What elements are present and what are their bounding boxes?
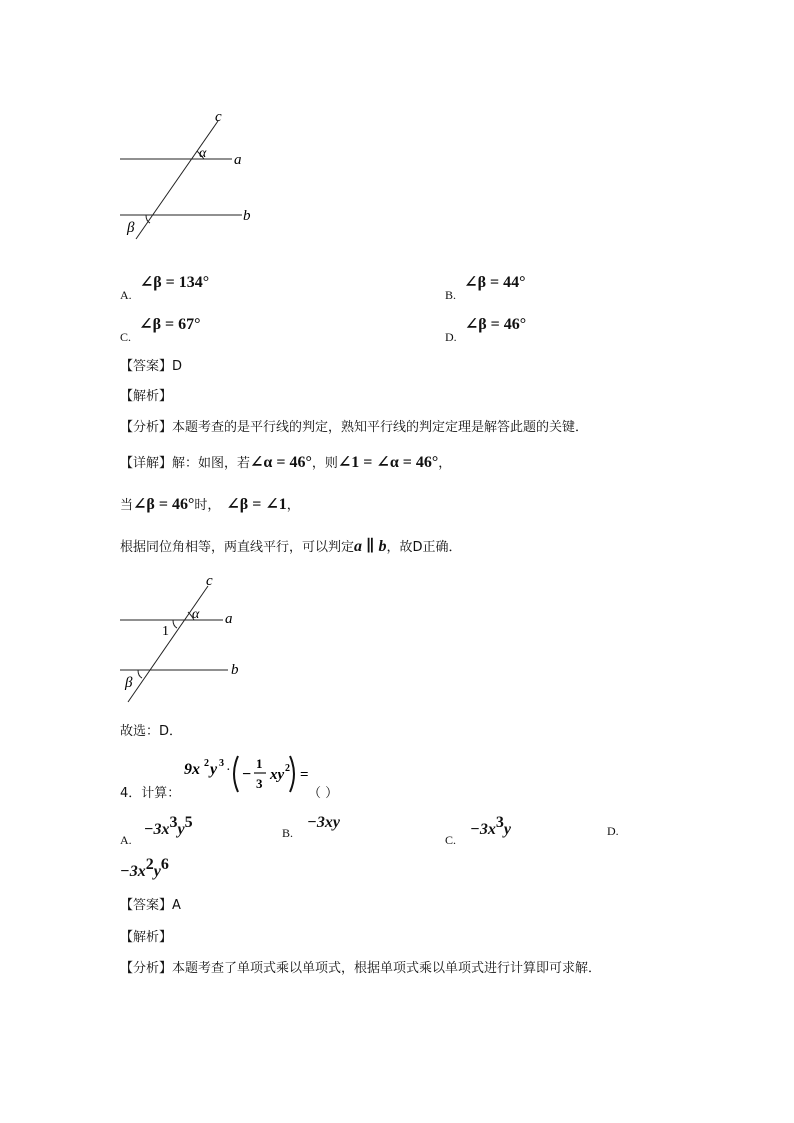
svg-text:=: = <box>300 767 309 783</box>
when-mid: 时， <box>194 498 221 513</box>
label-alpha: α <box>192 607 200 622</box>
q3-option-d[interactable] <box>445 314 527 344</box>
option-var: y <box>153 863 161 880</box>
svg-text:·: · <box>226 763 231 778</box>
q4-option-b[interactable] <box>282 814 340 840</box>
option-expr: −3xy <box>307 814 340 831</box>
label-a: a <box>234 152 242 168</box>
option-coef: −3x <box>120 863 146 880</box>
svg-text:9x: 9x <box>184 761 200 778</box>
q3-detail-line <box>120 452 451 472</box>
option-var: y <box>503 821 511 838</box>
q3-option-a[interactable] <box>120 272 210 302</box>
option-letter: A. <box>120 833 132 847</box>
option-exp-2: 6 <box>160 856 169 873</box>
svg-text:xy: xy <box>270 767 285 783</box>
q4-analysis: 【分析】本题考查了单项式乘以单项式，根据单项式乘以单项式进行计算即可求解． <box>120 961 602 976</box>
svg-text:−: − <box>242 766 252 783</box>
option-coef: −3x <box>470 821 496 838</box>
q3-option-b[interactable] <box>445 272 526 302</box>
q4-jiexi-heading: 【解析】 <box>120 930 173 945</box>
q4-option-d[interactable] <box>120 856 169 881</box>
option-letter: D. <box>445 330 457 344</box>
when-expr-2: ∠β = ∠1 <box>226 496 287 513</box>
q4-answer-paren: （ ） <box>308 786 339 801</box>
q4-option-a[interactable] <box>120 814 193 847</box>
conclude-expr: a ∥ b <box>354 538 387 555</box>
svg-text:2: 2 <box>285 763 290 774</box>
option-exp-1: 3 <box>169 814 178 831</box>
conclude-end: ，故D正确． <box>386 540 462 555</box>
angle-1-arc <box>173 620 177 628</box>
label-one: 1 <box>162 624 169 639</box>
option-expr: ∠β = 134° <box>139 274 210 291</box>
svg-text:1: 1 <box>256 756 263 771</box>
when-expr-1: ∠β = 46° <box>133 496 195 513</box>
option-exp-1: 2 <box>145 856 154 873</box>
label-c: c <box>206 573 213 589</box>
q3-jiexi-heading: 【解析】 <box>120 389 173 404</box>
option-expr: ∠β = 67° <box>139 316 201 333</box>
label-b: b <box>243 208 251 224</box>
q3-when-line <box>120 494 300 514</box>
label-beta: β <box>127 220 135 236</box>
option-expr: ∠β = 44° <box>464 274 526 291</box>
option-letter: C. <box>445 833 457 847</box>
figure-1-parallel-lines <box>110 105 270 245</box>
line-c <box>128 586 208 702</box>
option-var: y <box>177 821 185 838</box>
label-b: b <box>231 662 239 678</box>
svg-text:3: 3 <box>256 776 263 791</box>
svg-text:2: 2 <box>204 758 209 769</box>
option-letter: B. <box>282 826 294 840</box>
label-a: a <box>225 611 233 627</box>
option-expr: ∠β = 46° <box>464 316 527 333</box>
option-letter: A. <box>120 288 132 302</box>
q3-select: 故选：D． <box>120 724 183 739</box>
label-beta: β <box>125 675 133 691</box>
q4-expression <box>182 752 312 798</box>
option-exp-2: 5 <box>184 814 193 831</box>
q4-answer: 【答案】A <box>120 898 181 913</box>
figure-2-parallel-lines <box>110 570 260 710</box>
svg-text:y: y <box>210 761 218 778</box>
angle-beta-arc <box>138 670 142 678</box>
detail-expr-2: ∠1 = ∠α = 46° <box>337 454 439 471</box>
detail-prefix: 【详解】解：如图，若 <box>120 456 251 471</box>
when-prefix: 当 <box>120 498 134 513</box>
conclude-prefix: 根据同位角相等，两直线平行，可以判定 <box>120 540 355 555</box>
q4-option-d-letter[interactable]: D. <box>607 824 619 838</box>
q3-conclude-line <box>120 536 462 556</box>
q3-answer: 【答案】D <box>120 359 183 374</box>
detail-expr-1: ∠α = 46° <box>250 454 312 471</box>
svg-text:3: 3 <box>219 758 224 769</box>
q3-analysis: 【分析】本题考查的是平行线的判定，熟知平行线的判定定理是解答此题的关键． <box>120 420 589 435</box>
detail-mid: ，则 <box>311 456 338 471</box>
q4-number: 4．计算： <box>120 786 181 801</box>
detail-end: ， <box>438 456 452 471</box>
label-c: c <box>215 109 222 125</box>
option-letter: C. <box>120 330 132 344</box>
option-letter: B. <box>445 288 457 302</box>
option-coef: −3x <box>143 821 170 838</box>
option-exp-1: 3 <box>495 814 504 831</box>
label-alpha: α <box>199 146 207 161</box>
q4-option-c[interactable] <box>445 814 511 847</box>
when-end: ， <box>286 498 300 513</box>
q3-option-c[interactable] <box>120 314 201 344</box>
